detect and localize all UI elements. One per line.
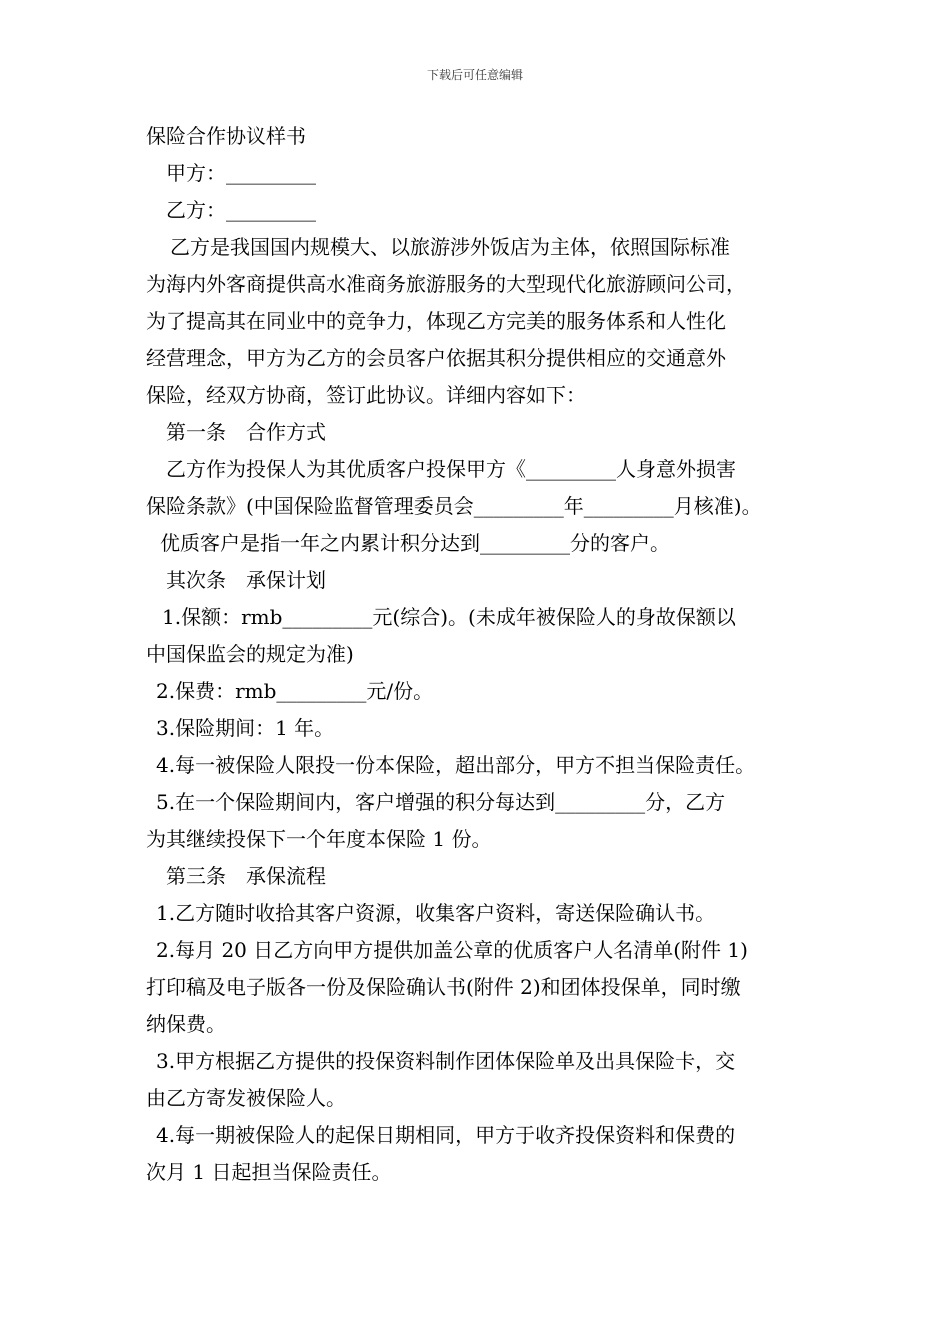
document-body	[146, 118, 821, 1191]
article-2-line: 4.每一被保险人限投一份本保险，超出部分，甲方不担当保险责任。	[156, 753, 756, 777]
article-2-line: 1.保额：rmb_________元(综合)。(未成年被保险人的身故保额以	[162, 605, 736, 629]
article-3-line: 4.每一期被保险人的起保日期相同，甲方于收齐投保资料和保费的	[156, 1123, 736, 1147]
article-2-line: 为其继续投保下一个年度本保险 1 份。	[146, 827, 492, 851]
article-3-line: 由乙方寄发被保险人。	[146, 1086, 346, 1110]
article-2-line: 5.在一个保险期间内，客户增强的积分每达到_________分，乙方	[156, 790, 726, 814]
article-3-line: 打印稿及电子版各一份及保险确认书(附件 2)和团体投保单，同时缴	[146, 975, 741, 999]
party-a-line: 甲方：_________	[166, 161, 316, 185]
article-3-line: 次月 1 日起担当保险责任。	[146, 1160, 392, 1184]
article-3-heading: 第三条 承保流程	[166, 864, 326, 888]
document-title: 保险合作协议样书	[146, 124, 306, 148]
article-3-line: 1.乙方随时收拾其客户资源，收集客户资料，寄送保险确认书。	[156, 901, 716, 925]
article-2-line: 3.保险期间：1 年。	[156, 716, 335, 740]
page-header: 下载后可任意编辑	[426, 68, 523, 82]
article-2-line: 中国保监会的规定为准)	[146, 642, 354, 666]
intro-line: 保险，经双方协商，签订此协议。详细内容如下：	[146, 383, 586, 407]
article-2-heading: 其次条 承保计划	[166, 568, 326, 592]
article-3-line: 纳保费。	[146, 1012, 226, 1036]
intro-line: 经营理念，甲方为乙方的会员客户依据其积分提供相应的交通意外	[146, 346, 726, 370]
article-1-heading: 第一条 合作方式	[166, 420, 326, 444]
intro-line: 为海内外客商提供高水准商务旅游服务的大型现代化旅游顾问公司，	[146, 272, 746, 296]
article-2-line: 2.保费：rmb_________元/份。	[156, 679, 434, 703]
intro-line: 为了提高其在同业中的竞争力，体现乙方完美的服务体系和人性化	[146, 309, 726, 333]
article-3-line: 2.每月 20 日乙方向甲方提供加盖公章的优质客户人名清单(附件 1)	[156, 938, 748, 962]
article-3-line: 3.甲方根据乙方提供的投保资料制作团体保险单及出具保险卡，交	[156, 1049, 736, 1073]
article-1-line: 乙方作为投保人为其优质客户投保甲方《_________人身意外损害	[166, 457, 736, 481]
article-1-line: 保险条款》(中国保险监督管理委员会_________年_________月核准)。	[146, 494, 762, 518]
intro-line: 乙方是我国国内规模大、以旅游涉外饭店为主体，依照国际标准	[170, 235, 730, 259]
party-b-line: 乙方：_________	[166, 198, 316, 222]
article-1-line: 优质客户是指一年之内累计积分达到_________分的客户。	[160, 531, 670, 555]
